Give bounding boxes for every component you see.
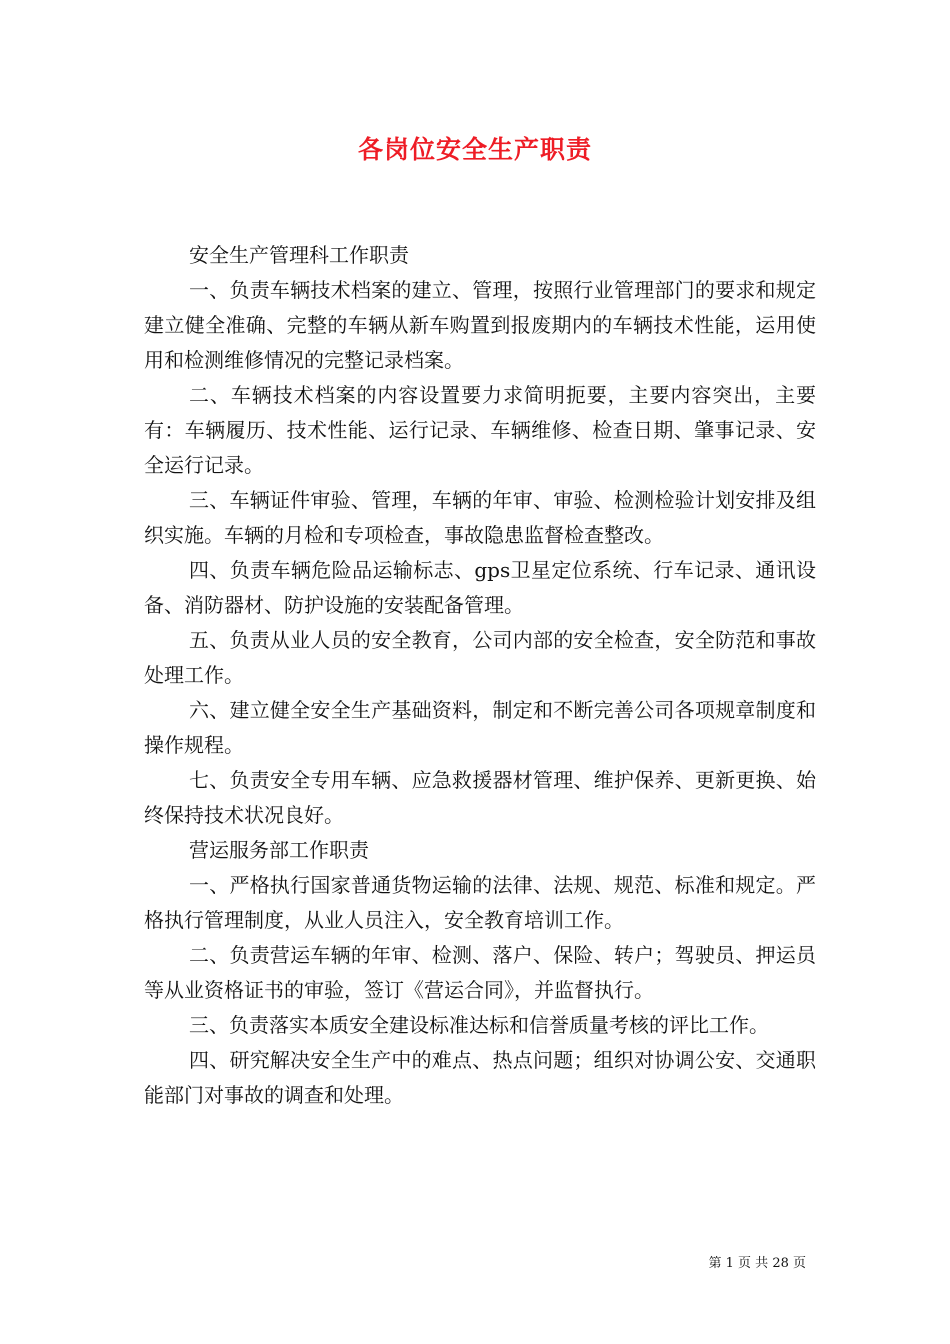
paragraph: 二、负责营运车辆的年审、检测、落户、保险、转户；驾驶员、押运员等从业资格证书的审验，签订《营运合同》，并监督执行。 — [144, 943, 816, 1002]
section-heading: 营运服务部工作职责 — [189, 838, 369, 862]
paragraph: 三、车辆证件审验、管理，车辆的年审、审验、检测检验计划安排及组织实施。车辆的月检和专项检查，事故隐患监督检查整改。 — [144, 488, 816, 547]
paragraph: 四、负责车辆危险品运输标志、gps卫星定位系统、行车记录、通讯设备、消防器材、防护设施的安装配备管理。 — [144, 558, 816, 617]
paragraph: 二、车辆技术档案的内容设置要力求简明扼要，主要内容突出，主要有：车辆履历、技术性能、运行记录、车辆维修、检查日期、肇事记录、安全运行记录。 — [144, 383, 816, 477]
paragraph: 六、建立健全安全生产基础资料，制定和不断完善公司各项规章制度和操作规程。 — [144, 698, 816, 757]
paragraph: 一、负责车辆技术档案的建立、管理，按照行业管理部门的要求和规定建立健全准确、完整的车辆从新车购置到报废期内的车辆技术性能，运用使用和检测维修情况的完整记录档案。 — [144, 278, 816, 372]
document-body — [144, 238, 816, 1113]
paragraph: 一、严格执行国家普通货物运输的法律、法规、规范、标准和规定。严格执行管理制度，从业人员注入，安全教育培训工作。 — [144, 873, 816, 932]
section-heading: 安全生产管理科工作职责 — [189, 243, 409, 267]
page-title: 各岗位安全生产职责 — [357, 135, 592, 164]
paragraph: 三、负责落实本质安全建设标准达标和信誉质量考核的评比工作。 — [189, 1013, 769, 1037]
paragraph: 四、研究解决安全生产中的难点、热点问题；组织对协调公安、交通职能部门对事故的调查和处理。 — [144, 1048, 816, 1107]
paragraph: 七、负责安全专用车辆、应急救援器材管理、维护保养、更新更换、始终保持技术状况良好。 — [144, 768, 816, 827]
page-number: 第 1 页 共 28 页 — [708, 1256, 806, 1271]
paragraph: 五、负责从业人员的安全教育，公司内部的安全检查，安全防范和事故处理工作。 — [144, 628, 816, 687]
